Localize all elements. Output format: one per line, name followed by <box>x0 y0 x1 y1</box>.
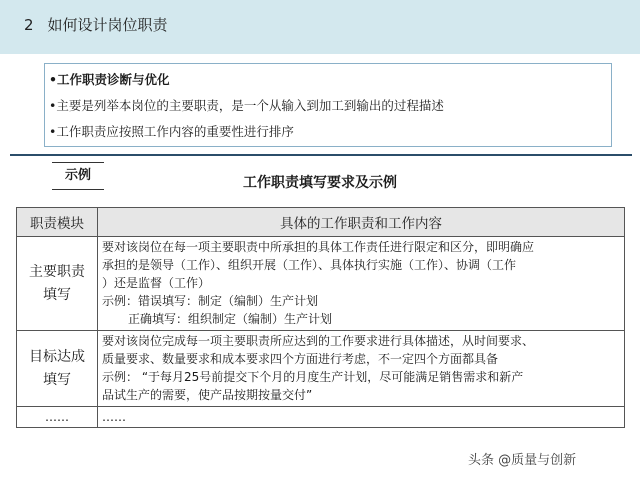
content-cell-main-duties <box>98 237 625 331</box>
content-line: 正确填写：组织制定（编制）生产计划 <box>128 312 333 326</box>
module-cell-main-duties <box>17 237 98 331</box>
header-content: 具体的工作职责和工作内容 <box>98 208 625 237</box>
header-module: 职责模块 <box>17 208 98 237</box>
ellipsis-cell: …… <box>98 407 625 428</box>
title-bar <box>0 0 640 54</box>
content-line: 品试生产的需要，使产品按期按量交付” <box>102 388 313 402</box>
page-title <box>24 14 168 35</box>
watermark: 头条 @质量与创新 <box>468 453 577 468</box>
table-row <box>17 331 625 407</box>
content-line: 要对该岗位完成每一项主要职责所应达到的工作要求进行具体描述，从时间要求、 <box>102 334 535 348</box>
module-cell-goal <box>17 331 98 407</box>
section-number: 2 <box>24 16 34 34</box>
table-row <box>17 237 625 331</box>
table-row <box>17 407 625 428</box>
table-title: 工作职责填写要求及示例 <box>243 175 397 191</box>
module-label: 目标达成 <box>29 348 85 365</box>
bullet-item-sort-by-importance: •工作职责应按照工作内容的重要性进行排序 <box>49 124 294 139</box>
ellipsis-cell: …… <box>17 407 98 428</box>
content-line: ）还是监督（工作） <box>102 276 211 290</box>
module-label: 填写 <box>43 371 71 388</box>
bullet-box <box>44 63 612 147</box>
content-line: 质量要求、数量要求和成本要求四个方面进行考虑，不一定四个方面都具备 <box>102 352 499 366</box>
content-line: 承担的是领导（工作）、组织开展（工作）、具体执行实施（工作）、协调（工作 <box>102 258 517 272</box>
example-tag: 示例 <box>52 162 104 190</box>
table-header-row <box>17 208 625 237</box>
section-title: 如何设计岗位职责 <box>47 16 168 34</box>
content-line: 要对该岗位在每一项主要职责中所承担的具体工作责任进行限定和区分，即明确应 <box>102 240 535 254</box>
content-cell-goal <box>98 331 625 407</box>
module-label: 填写 <box>43 286 71 303</box>
content-line: 示例： “于每月25号前提交下个月的月度生产计划，尽可能满足销售需求和新产 <box>102 370 524 384</box>
bullet-item-diagnosis: •工作职责诊断与优化 <box>49 72 170 87</box>
content-line: 示例：错误填写：制定（编制）生产计划 <box>102 294 319 308</box>
module-label: 主要职责 <box>29 263 85 280</box>
bullet-item-list-duties: •主要是列举本岗位的主要职责，是一个从输入到加工到输出的过程描述 <box>49 98 444 113</box>
duty-table <box>16 207 625 428</box>
section-divider <box>10 154 632 156</box>
